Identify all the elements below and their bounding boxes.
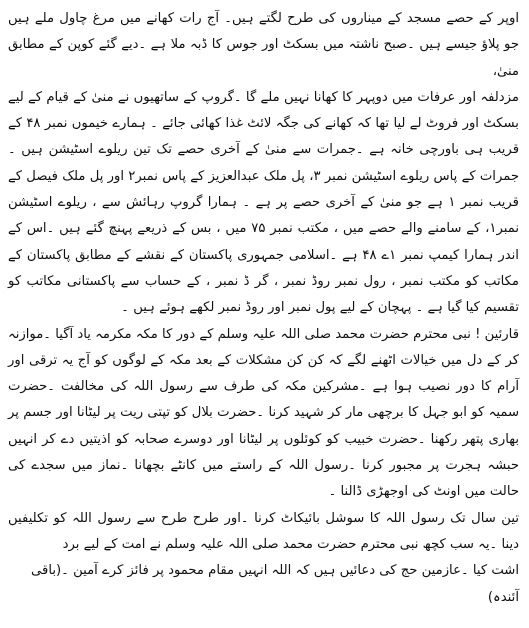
paragraph-closing: اشت کیا ۔عازمین حج کی دعائیں ہیں کہ اللہ انہیں مقام محمود پر فائز کرے آمین ۔(باقی آئندہ) [31,563,519,605]
paragraph-history-makkah: قارئین ! نبی محترم حضرت محمد صلی اللہ علیہ وسلم کے دور کا مکہ مکرمہ یاد آگیا ۔موازنہ کر کے دل میں خیالات اٹھنے لگے کہ کن کن مشکلات کے بعد مکہ کے لوگوں کو آج یہ ترقی اور آرام کا دور نصیب ہوا ہے ۔مشرکین مکہ کی طرف سے رسول اللہ کی مخالفت ۔حضرت سمیہ کو ابو جہل کا برچھی مار کر شہید کرنا ۔حضرت بلال کو تپتی ریت پر لیٹانا اور جسم پر بھاری پتھر رکھنا ۔حضرت خبیب کو کوئلوں پر لیٹانا اور دوسرے صحابہ کو اذیتیں دے کر انہیں حبشہ ہجرت پر مجبور کرنا ۔رسول اللہ کے راستے میں کانٹے بچھانا ۔نماز میں سجدے کی حالت میں اونٹ کی اوجھڑی ڈالنا ۔ [8,326,519,500]
paragraph-boycott: تین سال تک رسول اللہ کا سوشل بائیکاٹ کرنا ۔اور طرح طرح سے رسول اللہ کو تکلیفیں دینا ۔یہ سب کچھ نبی محترم حضرت محمد صلی اللہ علیہ وسلم نے امت کے لیے برد [8,510,519,552]
paragraph-mina-stations: مزدلفہ اور عرفات میں دوپہر کا کھانا نہیں ملے گا ۔گروپ کے ساتھیوں نے منیٰ کے قیام کے لیے بسکٹ اور فروٹ لے لیا تھا کہ کھانے کی جگہ لائٹ غذا کھائی جائے ۔ ہمارے خیموں نمبر ۴۸ کے قریب ہی باورچی خانہ ہے ۔جمرات سے منیٰ کے آخری حصے تک تین ریلوے اسٹیشن ہیں ۔جمرات کے پاس ریلوے اسٹیشن نمبر ۳، پل ملک عبدالعزیز کے پاس نمبر۲ اور پل ملک فیصل کے قریب نمبر ۱ ہے جو منیٰ کے آخری حصے پر ہے ۔ ہمارا گروپ رہائش سے ، ریلوے اسٹیشن نمبر۱، کے سامنے والے حصے میں ، مکتب نمبر ۷۵ میں ، بس کے ذریعے پہنچ گئے ہیں ۔اس کے اندر ہمارا کیمپ نمبر ۱ے ۴۸ ہے ۔اسلامی جمہوری پاکستان کے نقشے کے مطابق پاکستان کے مکاتب کو مکتب نمبر ، رول نمبر روڈ نمبر ، گر ڈ نمبر ، کے حساب سے پاکستانی مکاتب کو تقسیم کیا گیا ہے ۔ پہچان کے لیے پول نمبر اور روڈ نمبر لکھے ہوئے ہیں ۔ [8,89,519,316]
paragraph-meals: اوپر کے حصے مسجد کے میناروں کی طرح لگتے ہیں۔ آج رات کھانے میں مرغ چاول ملے ہیں جو پلاؤ جیسے ہیں ۔صبح ناشتہ میں بسکٹ اور جوس کا ڈبہ ملا ہے ۔دیے گئے کوپن کے مطابق منیٰ، [8,11,519,79]
